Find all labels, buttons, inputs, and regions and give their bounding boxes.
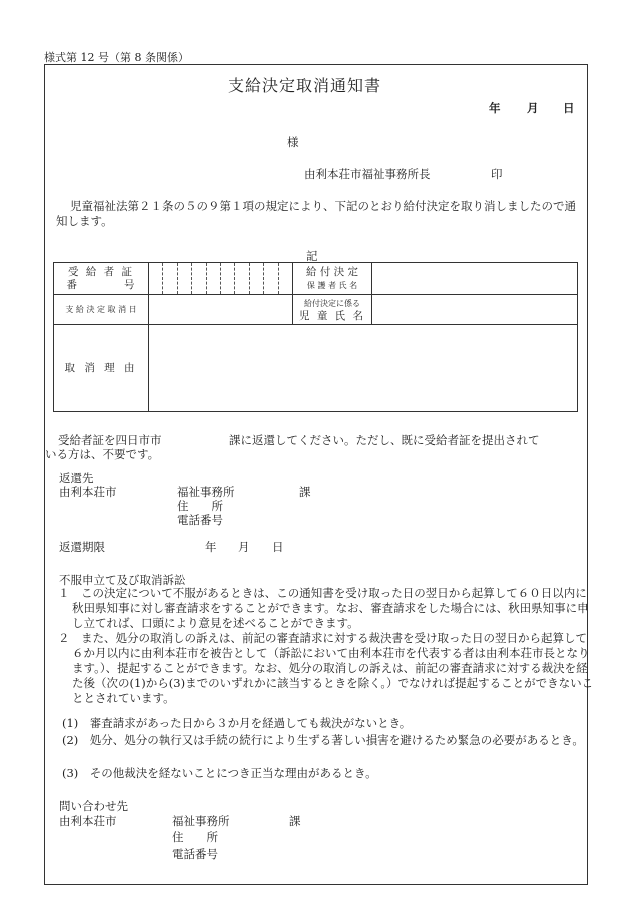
cancel-reason-label: 取 消 理 由 <box>54 325 149 412</box>
form-number: 様式第 12 号（第 8 条関係） <box>44 51 189 64</box>
info-table <box>53 262 578 412</box>
inquiry-heading: 問い合わせ先 <box>59 799 128 813</box>
date-month: 月 <box>527 101 539 115</box>
cancel-reason-value <box>149 325 578 412</box>
cancel-date-label: 支 給 決 定 取 消 日 <box>54 295 149 325</box>
return-notice-mid: 課に返還してください。ただし、既に受給者証を提出されて <box>229 433 540 447</box>
ki-label: 記 <box>306 249 318 263</box>
appeal-item-2: ２ また、処分の取消しの訴えは、前記の審査請求に対する裁決書を受け取った日の翌日から起算して６か月以内に由利本荘市を被告として（訴訟において由利本荘市を代表する者は由利本荘市長となります。）、提起することができます。なお、処分の取消しの訴えは、前記の審査請求に対する裁決を経た後（次の(1)から(3)までのいずれかに該当するときを除く。）でなければ提起することができないこととされています。 <box>58 631 594 705</box>
appeal-sub-1: (1) 審査請求があった日から３か月を経過しても裁決がないとき。 <box>62 716 412 730</box>
seal-mark: 印 <box>491 167 503 181</box>
return-deadline-label: 返還期限 <box>59 540 105 554</box>
inquiry-phone: 電話番号 <box>172 847 218 861</box>
body-text: 児童福祉法第２１条の５の９第１項の規定により、下記のとおり給付決定を取り消しましたので通知します。 <box>56 199 576 228</box>
issuer-name: 由利本荘市福祉事務所長 <box>304 167 431 181</box>
form-frame <box>44 64 588 885</box>
inquiry-address: 住 所 <box>172 830 218 844</box>
child-name-label: 給付決定に係る 児 童 氏 名 <box>293 295 372 325</box>
return-dest-phone: 電話番号 <box>177 513 223 527</box>
return-notice-end: いる方は、不要です。 <box>45 447 160 461</box>
return-deadline-month: 月 <box>238 540 250 554</box>
return-notice-start: 受給者証を四日市市 <box>58 433 162 447</box>
cert-number-digits <box>149 263 293 295</box>
return-dest-address: 住 所 <box>177 499 223 513</box>
cancel-date-value <box>149 295 293 325</box>
inquiry-ka: 課 <box>289 814 301 828</box>
recipient-suffix: 様 <box>287 135 299 149</box>
guardian-name-value <box>372 263 578 295</box>
appeal-sub-3: (3) その他裁決を経ないことにつき正当な理由があるとき。 <box>62 766 377 780</box>
return-dest-ka: 課 <box>299 485 311 499</box>
inquiry-city: 由利本荘市 <box>59 814 117 828</box>
return-dest-city: 由利本荘市 <box>59 485 117 499</box>
return-dest-heading: 返還先 <box>59 471 94 485</box>
child-name-value <box>372 295 578 325</box>
document-title: 支給決定取消通知書 <box>228 76 382 95</box>
appeal-heading: 不服申立て及び取消訴訟 <box>59 573 186 587</box>
date-year: 年 <box>489 101 501 115</box>
date-day: 日 <box>563 101 575 115</box>
cert-number-label: 受 給 者 証 番 号 <box>54 263 149 295</box>
inquiry-office: 福祉事務所 <box>172 814 230 828</box>
guardian-name-label: 給 付 決 定 保 護 者 氏 名 <box>293 263 372 295</box>
return-dest-office: 福祉事務所 <box>177 485 235 499</box>
return-deadline-day: 日 <box>272 540 284 554</box>
appeal-item-1: １ この決定について不服があるときは、この通知書を受け取った日の翌日から起算して６０日以内に秋田県知事に対し審査請求をすることができます。なお、審査請求をした場合には、秋田県知事に申し立てれば、口頭により意見を述べることができます。 <box>58 586 589 630</box>
return-deadline-year: 年 <box>205 540 217 554</box>
appeal-sub-2: (2) 処分、処分の執行又は手続の続行により生ずる著しい損害を避けるため緊急の必要があるとき。 <box>62 733 584 747</box>
